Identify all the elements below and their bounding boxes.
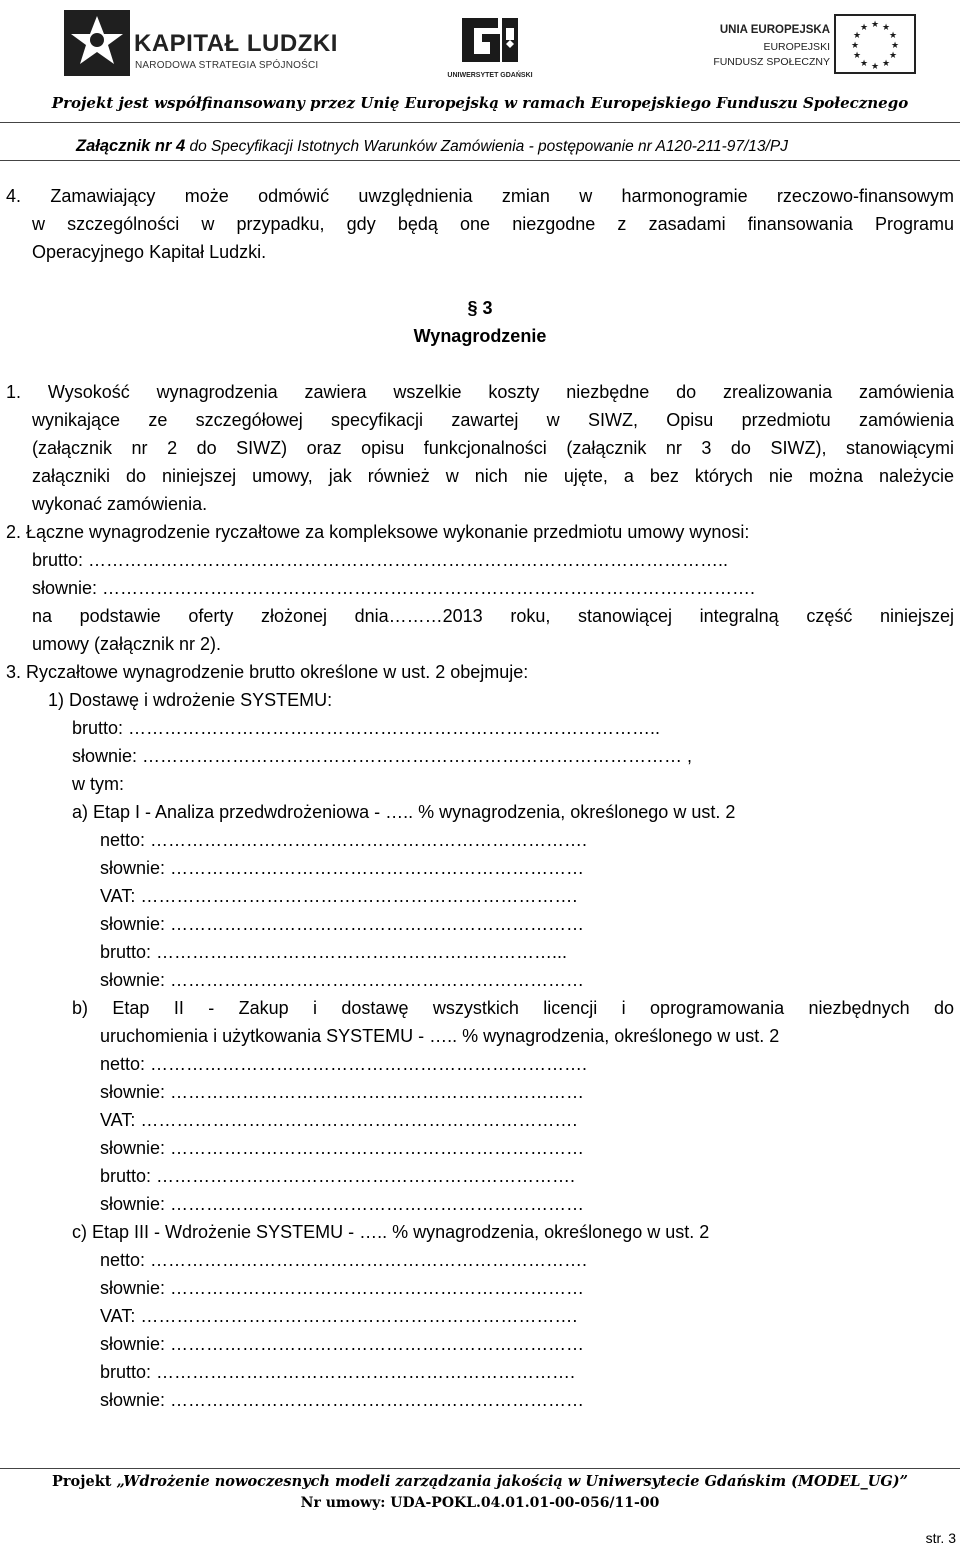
stage-a-netto: netto: ………………………………………………………………. [100,830,588,850]
stage-c-slownie2: słownie: …………………………………………………………… [100,1334,585,1354]
footer-project [0,1473,960,1490]
footer-project-name: „Wdrożenie nowoczesnych modeli zarządzania jakością w Uniwersytecie Gdańskim (MODEL_UG)” [116,1473,908,1490]
header-divider [0,122,960,123]
stage-a-vat: VAT: ………………………………………………………………. [100,886,578,906]
page-number: str. 3 [925,1530,956,1546]
p4-line2: w szczególności w przypadku, gdy będą one niezgodne z zasadami finansowania Programu [32,214,954,234]
annex-bold: Załącznik nr 4 [76,137,186,155]
stage-a-brutto: brutto: …………………………………………………………... [100,942,568,962]
svg-text:★: ★ [870,62,880,72]
svg-text:★: ★ [852,51,862,61]
footer-divider [0,1468,960,1469]
cofinance-line: Projekt jest współfinansowany przez Unię Europejską w ramach Europejskiego Funduszu Społecznego [51,94,909,112]
annex-rest: do Specyfikacji Istotnych Warunków Zamówienia - postępowanie nr A120-211-97/13/PJ [185,138,788,155]
stage-a-title: a) Etap I - Analiza przedwdrożeniowa - ….. % wynagrodzenia, określonego w ust. 2 [72,802,736,822]
svg-text:★: ★ [890,41,900,51]
svg-text:★: ★ [888,31,898,41]
s2-line4: na podstawie oferty złożonej dnia………2013 roku, stanowiącej integralną część niniejszej [32,606,954,626]
stage-c-netto: netto: ………………………………………………………………. [100,1250,588,1270]
footer-contract: Nr umowy: UDA-POKL.04.01.01-00-056/11-00 [300,1495,660,1511]
header-logos [0,0,960,90]
svg-text:★: ★ [859,23,869,33]
p4-line3: Operacyjnego Kapitał Ludzki. [32,242,267,262]
s1-line4: załączniki do niniejszej umowy, jak również w nich nie ujęte, a bez których nie można należycie [32,466,954,486]
stage-c-slownie3: słownie: …………………………………………………………… [100,1390,585,1410]
s3-line1: 3. Ryczałtowe wynagrodzenie brutto określone w ust. 2 obejmuje: [6,662,529,682]
svg-text:★: ★ [852,31,862,41]
s3-item1-slownie: słownie: ……………………………………………………………………………… , [72,746,693,766]
s3-item1-brutto: brutto: …………………………………………………………………………….. [72,718,661,738]
s1-line5: wykonać zamówienia. [32,494,208,514]
annex-line [76,137,788,156]
svg-text:★: ★ [870,20,880,30]
stage-a-slownie3: słownie: …………………………………………………………… [100,970,585,990]
stage-b-line2: uruchomienia i użytkowania SYSTEMU - ….. % wynagrodzenia, określonego w ust. 2 [100,1026,780,1046]
svg-text:★: ★ [859,59,869,69]
university-name: UNIWERSYTET GDAŃSKI [447,72,533,79]
s2-slownie: słownie: ………………………………………………………………………………………………. [32,578,756,598]
s1-line1: 1. Wysokość wynagrodzenia zawiera wszelkie koszty niezbędne do zrealizowania zamówienia [6,382,954,402]
stage-b-slownie1: słownie: …………………………………………………………… [100,1082,585,1102]
stage-b-slownie2: słownie: …………………………………………………………… [100,1138,585,1158]
stage-b-netto: netto: ………………………………………………………………. [100,1054,588,1074]
p4-line1: 4. Zamawiający może odmówić uwzględnienia zmian w harmonogramie rzeczowo-finansowym [6,186,954,206]
university-crest-icon [440,14,540,70]
annex-divider [0,160,960,161]
stage-a-slownie1: słownie: …………………………………………………………… [100,858,585,878]
eu-flag-icon [834,14,916,74]
stage-b-line1: b) Etap II - Zakup i dostawę wszystkich licencji i oprogramowania niezbędnych do [72,998,954,1018]
eu-line1: UNIA EUROPEJSKA [719,24,830,36]
kapital-ludzki-logo [60,6,338,78]
svg-text:★: ★ [888,51,898,61]
stage-c-brutto: brutto: ……………………………………………………………. [100,1362,576,1382]
s2-line1: 2. Łączne wynagrodzenie ryczałtowe za kompleksowe wykonanie przedmiotu umowy wynosi: [6,522,750,542]
s2-brutto: brutto: …………………………………………………………………………………………….. [32,550,729,570]
svg-text:★: ★ [881,59,891,69]
stage-c-title: c) Etap III - Wdrożenie SYSTEMU - ….. % wynagrodzenia, określonego w ust. 2 [72,1222,710,1242]
stage-c-vat: VAT: ………………………………………………………………. [100,1306,578,1326]
s3-item1-wtym: w tym: [72,774,124,794]
s3-item1: 1) Dostawę i wdrożenie SYSTEMU: [48,690,333,710]
stage-a-slownie2: słownie: …………………………………………………………… [100,914,585,934]
eu-line3: FUNDUSZ SPOŁECZNY [713,56,830,68]
university-logo [440,14,540,84]
svg-text:★: ★ [881,23,891,33]
s2-line5: umowy (załącznik nr 2). [32,634,222,654]
section-number: § 3 [467,298,493,318]
kapital-ludzki-title: KAPITAŁ LUDZKI [134,30,338,57]
kapital-ludzki-mark-icon [64,10,130,76]
eu-line2: EUROPEJSKI [763,41,830,53]
section-title: Wynagrodzenie [413,326,547,346]
eu-logo [700,14,920,78]
footer-project-prefix: Projekt [52,1473,117,1490]
stage-b-slownie3: słownie: …………………………………………………………… [100,1194,585,1214]
s1-line2: wynikające ze szczegółowej specyfikacji zawartej w SIWZ, Opisu przedmiotu zamówienia [32,410,954,430]
kapital-ludzki-subtitle: NARODOWA STRATEGIA SPÓJNOŚCI [135,60,319,71]
s1-line3: (załącznik nr 2 do SIWZ) oraz opisu funkcjonalności (załącznik nr 3 do SIWZ), stanowiącymi [32,438,954,458]
svg-text:★: ★ [850,41,860,51]
stage-b-vat: VAT: ………………………………………………………………. [100,1110,578,1130]
stage-b-brutto: brutto: ……………………………………………………………. [100,1166,576,1186]
stage-c-slownie1: słownie: …………………………………………………………… [100,1278,585,1298]
